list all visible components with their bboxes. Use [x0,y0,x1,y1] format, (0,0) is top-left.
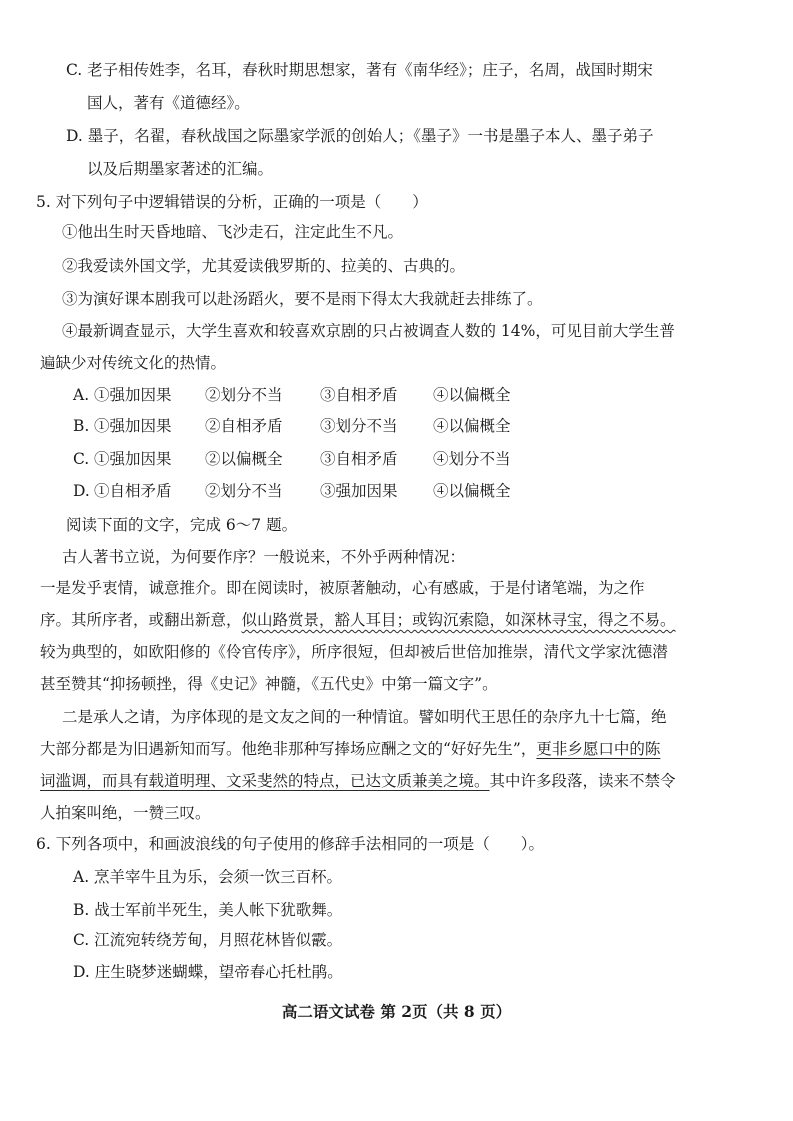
option-part-2: ②划分不当 [205,482,283,500]
q6-option-c[interactable]: C. 江流宛转绕芳甸，月照花林皆似霰。 [73,931,343,949]
q6-option-b[interactable]: B. 战士军前半死生，美人帐下犹歌舞。 [73,901,343,919]
option-letter: B. [73,417,90,435]
passage-paragraph-3-line2 [40,739,660,759]
q5-option-a[interactable] [0,385,793,407]
q5-sentence-2: ②我爱读外国文学，尤其爱读俄罗斯的、拉美的、古典的。 [62,257,466,275]
passage-paragraph-2-line2 [40,610,676,630]
q5-sentence-4-line2: 遍缺少对传统文化的热情。 [40,354,227,372]
option-part-2: ②划分不当 [205,386,283,404]
q5-sentence-4-line1: ④最新调查显示，大学生喜欢和较喜欢京剧的只占被调查人数的 14%，可见目前大学生普 [62,322,675,340]
q4-option-d-line1: D. 墨子，名翟，春秋战国之际墨家学派的创始人；《墨子》一书是墨子本人、墨子弟子 [66,127,654,145]
q5-sentence-1: ①他出生时天昏地暗、飞沙走石，注定此生不凡。 [62,223,404,241]
option-part-4: ④以偏概全 [433,386,511,404]
q5-sentence-3: ③为演好课本剧我可以赴汤蹈火，要不是雨下得太大我就赶去排练了。 [62,290,543,308]
passage-text: 大部分都是为旧遇新知而写。他绝非那种写捧场应酬之文的“好好先生”， [40,740,537,758]
q4-option-c-line2: 国人，著有《道德经》。 [87,94,250,112]
passage-paragraph-3-line3 [40,771,676,791]
page-footer: 高二语文试卷 第 2页（共 8 页） [281,1002,512,1021]
q4-option-d-line2: 以及后期墨家著述的汇编。 [87,160,274,178]
passage-paragraph-3-line1: 二是承人之请，为序体现的是文友之间的一种情谊。譬如明代王思任的杂序九十七篇，绝 [62,708,667,726]
option-letter: A. [73,386,90,404]
q6-option-a[interactable]: A. 烹羊宰牛且为乐，会须一饮三百杯。 [73,868,343,886]
option-part-3: ③强加因果 [320,482,398,500]
option-part-1: ①强加因果 [94,417,172,435]
wavy-underlined-sentence: 似山路赏景，豁人耳目；或钩沉索隐，如深林寻宝，得之不易。 [241,611,676,629]
passage-paragraph-2-line4: 甚至赞其“抑扬顿挫，得《史记》神髓，《五代史》中第一篇文字”。 [40,675,498,693]
option-part-1: ①自相矛盾 [94,482,172,500]
passage-text: 序。其所序者，或翻出新意， [40,611,242,629]
q4-option-c-line1: C. 老子相传姓李，名耳，春秋时期思想家，著有《南华经》；庄子，名周，战国时期宋 [66,61,653,79]
underlined-sentence: 更非乡愿口中的陈 [536,740,661,758]
option-letter: C. [73,450,90,468]
option-part-3: ③划分不当 [320,417,398,435]
passage-paragraph-3-line4: 人拍案叫绝，一赞三叹。 [40,804,211,822]
q5-stem: 5. 对下列句子中逻辑错误的分析，正确的一项是（ ） [36,193,428,211]
q5-option-c[interactable] [0,449,793,471]
option-part-2: ②自相矛盾 [205,417,283,435]
option-part-1: ①强加因果 [94,450,172,468]
option-part-4: ④以偏概全 [433,417,511,435]
q6-stem: 6. 下列各项中，和画波浪线的句子使用的修辞手法相同的一项是（ ）。 [36,835,544,853]
q6-option-d[interactable]: D. 庄生晓梦迷蝴蝶，望帝春心托杜鹃。 [73,963,343,981]
passage-paragraph-2-line1: 一是发乎衷情，诚意推介。即在阅读时，被原著触动，心有感戚，于是付诸笔端，为之作 [40,579,645,597]
option-part-4: ④以偏概全 [433,482,511,500]
q5-option-b[interactable] [0,416,793,438]
option-part-2: ②以偏概全 [205,450,283,468]
passage-text: 其中许多段落，读来不禁令 [489,772,676,790]
option-part-3: ③自相矛盾 [320,386,398,404]
option-part-4: ④划分不当 [433,450,511,468]
q5-option-d[interactable] [0,481,793,503]
option-part-1: ①强加因果 [94,386,172,404]
passage-paragraph-1: 古人著书立说，为何要作序？一般说来，不外乎两种情况： [62,548,466,566]
passage-intro: 阅读下面的文字，完成 6～7 题。 [66,516,298,534]
underlined-sentence: 词滥调，而具有载道明理、文采斐然的特点，已达文质兼美之境。 [40,772,490,790]
option-part-3: ③自相矛盾 [320,450,398,468]
option-letter: D. [73,482,90,500]
passage-paragraph-2-line3: 较为典型的，如欧阳修的《伶官传序》，所序很短，但却被后世倍加推崇，清代文学家沈德潜 [40,643,668,661]
